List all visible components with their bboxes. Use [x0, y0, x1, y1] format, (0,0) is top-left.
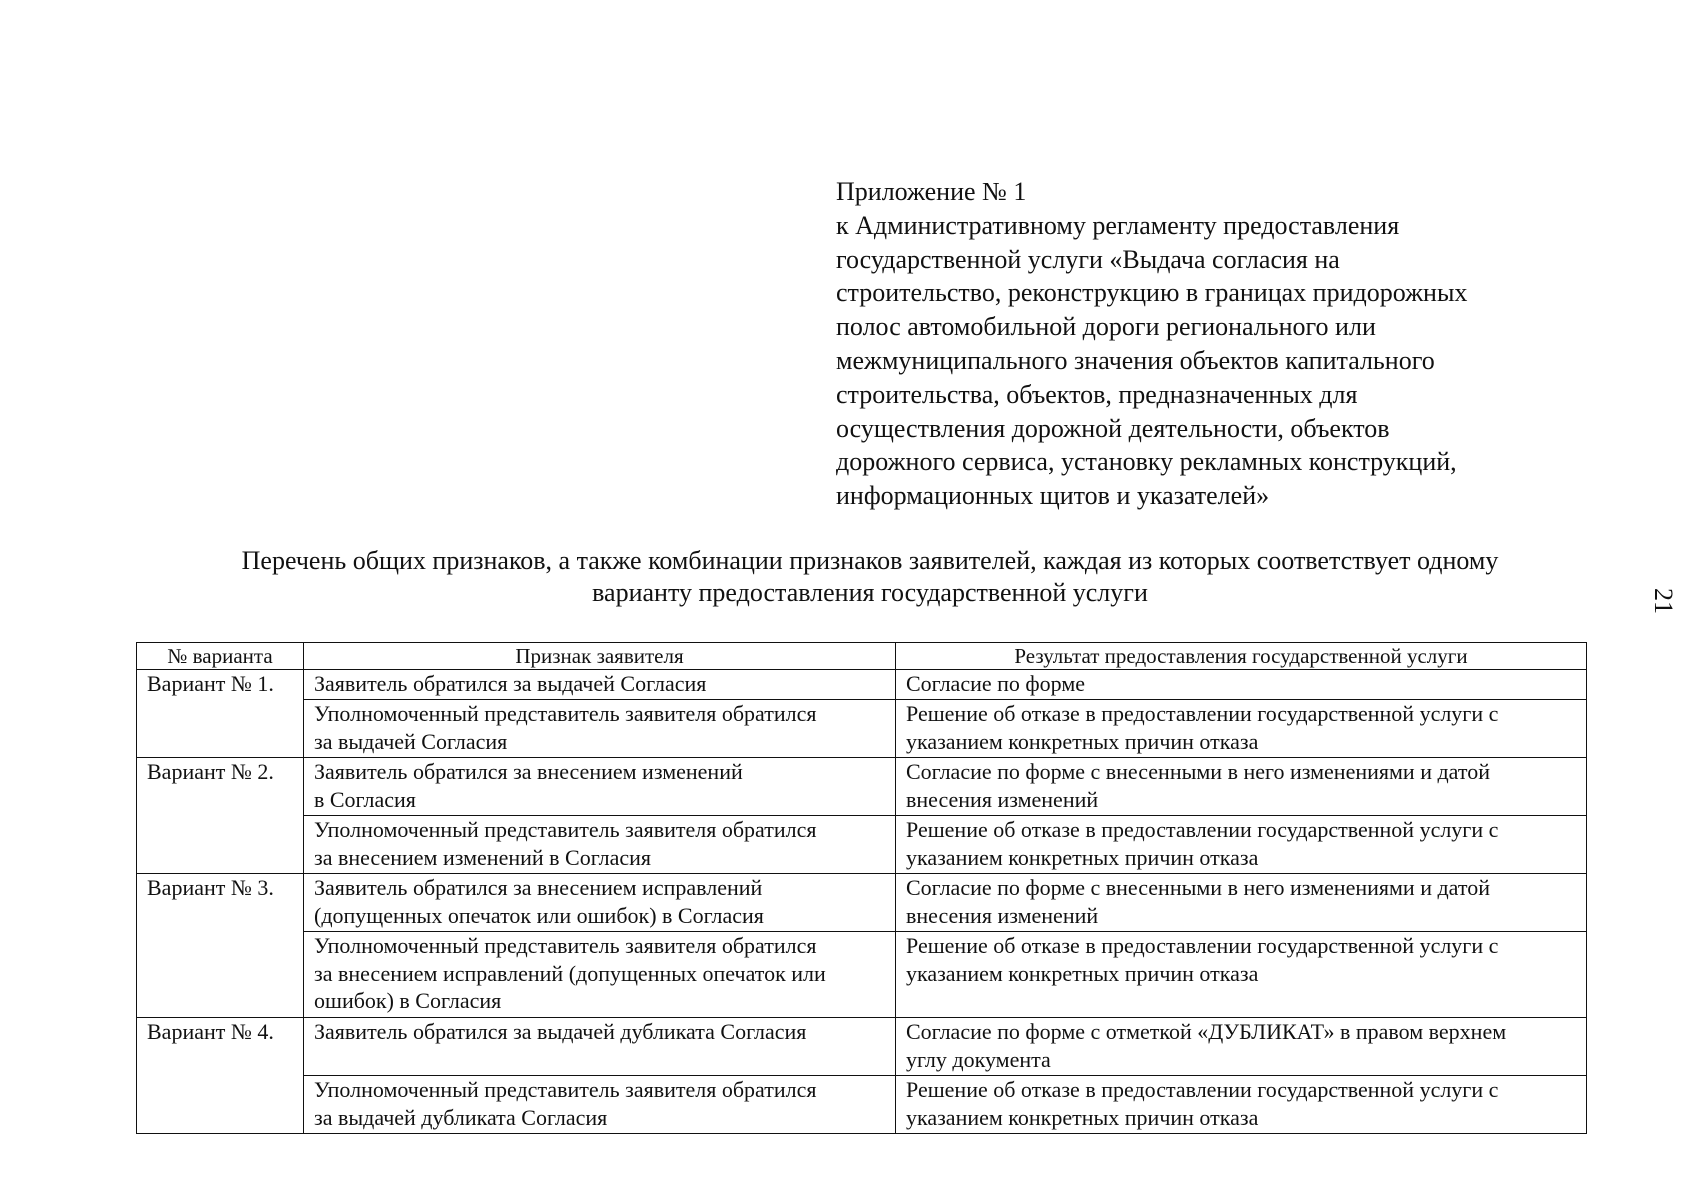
applicant-sign-cell	[304, 874, 896, 932]
service-result-cell	[896, 700, 1587, 758]
appendix-line: осуществления дорожной деятельности, объектов	[836, 413, 1390, 443]
table-row	[137, 700, 1587, 758]
table-row	[137, 816, 1587, 874]
page-number: 21	[1649, 588, 1678, 614]
cell-line: указанием конкретных причин отказа	[906, 728, 1259, 754]
cell-line: Решение об отказе в предоставлении государственной услуги с	[906, 1077, 1499, 1102]
cell-line: Уполномоченный представитель заявителя обратился	[314, 701, 817, 726]
heading-line: варианту предоставления государственной услуги	[592, 578, 1148, 607]
service-result-cell	[896, 758, 1587, 816]
heading-line: Перечень общих признаков, а также комбинации признаков заявителей, каждая из которых соответствует одному	[241, 546, 1499, 575]
appendix-line: строительство, реконструкцию в границах придорожных	[836, 278, 1468, 308]
applicant-sign-cell	[304, 670, 896, 700]
service-result-cell	[896, 932, 1587, 1018]
table-header-row	[137, 643, 1587, 670]
applicant-sign-cell	[304, 816, 896, 874]
cell-line: углу документа	[906, 1046, 1051, 1072]
applicant-sign-cell	[304, 758, 896, 816]
cell-line: Заявитель обратился за внесением изменений	[314, 759, 743, 784]
cell-line: за выдачей дубликата Согласия	[314, 1104, 608, 1130]
cell-line: Заявитель обратился за выдачей дубликата Согласия	[314, 1019, 807, 1044]
cell-line: Решение об отказе в предоставлении государственной услуги с	[906, 701, 1499, 726]
applicant-sign-cell	[304, 700, 896, 758]
document-heading	[140, 545, 1600, 609]
cell-line: Решение об отказе в предоставлении государственной услуги с	[906, 817, 1499, 842]
variant-label: Вариант № 2.	[137, 758, 304, 874]
cell-line: Уполномоченный представитель заявителя обратился	[314, 1077, 817, 1102]
cell-line: Согласие по форме с отметкой «ДУБЛИКАТ» в правом верхнем	[906, 1019, 1507, 1044]
service-result-cell	[896, 874, 1587, 932]
cell-line: за внесением исправлений (допущенных опечаток или	[314, 960, 826, 986]
table-body	[137, 670, 1587, 1134]
service-result-cell	[896, 1018, 1587, 1076]
cell-line: Заявитель обратился за выдачей Согласия	[314, 671, 707, 696]
cell-line: указанием конкретных причин отказа	[906, 1104, 1259, 1130]
header-variant-number: № варианта	[137, 643, 304, 670]
cell-line: за выдачей Согласия	[314, 728, 508, 754]
service-result-cell	[896, 1076, 1587, 1134]
table-row	[137, 670, 1587, 700]
cell-line: указанием конкретных причин отказа	[906, 844, 1259, 870]
appendix-line: к Административному регламенту предоставления	[836, 210, 1400, 240]
variant-label: Вариант № 1.	[137, 670, 304, 758]
header-applicant-sign: Признак заявителя	[304, 643, 896, 670]
table-row	[137, 874, 1587, 932]
table-row	[137, 1076, 1587, 1134]
variant-label: Вариант № 4.	[137, 1018, 304, 1134]
table-row	[137, 1018, 1587, 1076]
variant-label: Вариант № 3.	[137, 874, 304, 1018]
service-result-cell	[896, 670, 1587, 700]
cell-line: Уполномоченный представитель заявителя обратился	[314, 817, 817, 842]
appendix-line: информационных щитов и указателей»	[836, 481, 1270, 511]
appendix-line: Приложение № 1	[836, 177, 1027, 206]
header-service-result: Результат предоставления государственной услуги	[896, 643, 1587, 670]
cell-line: ошибок) в Согласия	[314, 988, 502, 1013]
table-row	[137, 758, 1587, 816]
cell-line: за внесением изменений в Согласия	[314, 844, 652, 870]
cell-line: в Согласия	[314, 786, 416, 812]
cell-line: Заявитель обратился за внесением исправлений	[314, 875, 763, 900]
applicant-sign-cell	[304, 1076, 896, 1134]
appendix-line: межмуниципального значения объектов капитального	[836, 345, 1435, 375]
cell-line: Решение об отказе в предоставлении государственной услуги с	[906, 933, 1499, 958]
cell-line: Согласие по форме	[906, 671, 1086, 696]
appendix-line: строительства, объектов, предназначенных для	[836, 379, 1358, 409]
cell-line: указанием конкретных причин отказа	[906, 960, 1259, 986]
appendix-line: дорожного сервиса, установку рекламных конструкций,	[836, 447, 1457, 477]
variants-table	[136, 642, 1587, 1134]
cell-line: внесения изменений	[906, 902, 1099, 928]
service-result-cell	[896, 816, 1587, 874]
table-row	[137, 932, 1587, 1018]
applicant-sign-cell	[304, 932, 896, 1018]
cell-line: Согласие по форме с внесенными в него изменениями и датой	[906, 875, 1490, 900]
appendix-line: полос автомобильной дороги регионального или	[836, 312, 1376, 342]
cell-line: внесения изменений	[906, 786, 1099, 812]
cell-line: (допущенных опечаток или ошибок) в Согласия	[314, 902, 764, 928]
appendix-block	[836, 175, 1596, 513]
applicant-sign-cell	[304, 1018, 896, 1076]
cell-line: Согласие по форме с внесенными в него изменениями и датой	[906, 759, 1490, 784]
cell-line: Уполномоченный представитель заявителя обратился	[314, 933, 817, 958]
appendix-line: государственной услуги «Выдача согласия на	[836, 244, 1340, 274]
